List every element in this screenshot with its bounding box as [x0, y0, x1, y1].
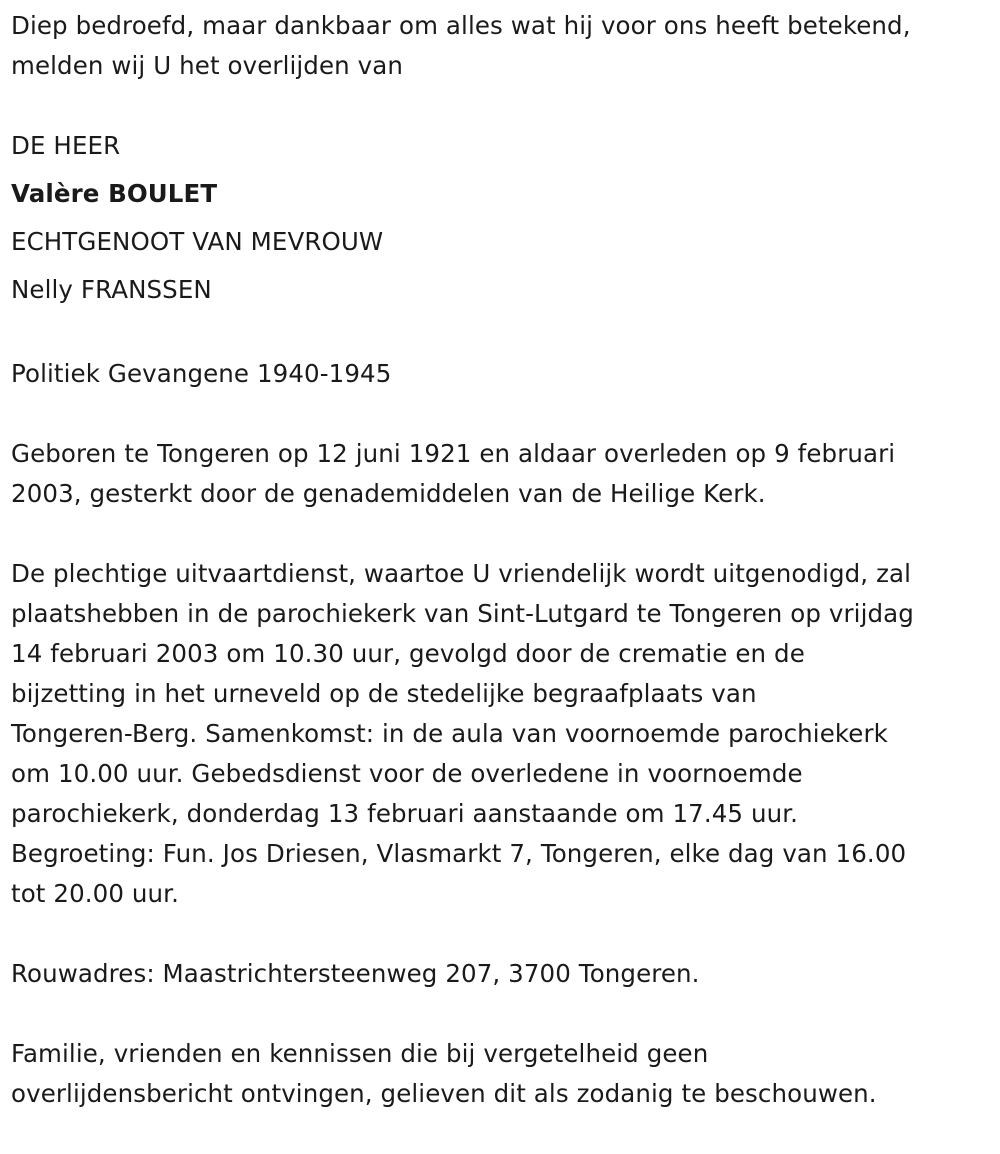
obituary-notice: [11, 6, 996, 1154]
ceremony-line-7: parochiekerk, donderdag 13 februari aanstaande om 17.45 uur.: [11, 799, 799, 828]
deceased-block: [11, 122, 996, 314]
closing-line-2: overlijdensbericht ontvingen, gelieven dit als zodanig te beschouwen.: [11, 1079, 877, 1108]
ceremony-line-6: om 10.00 uur. Gebedsdienst voor de overledene in voornoemde: [11, 759, 803, 788]
closing-paragraph: [11, 1034, 996, 1114]
intro-paragraph: [11, 6, 996, 86]
birth-death-line-1: Geboren te Tongeren op 12 juni 1921 en aldaar overleden op 9 februari: [11, 439, 896, 468]
honor-line: Politiek Gevangene 1940-1945: [11, 359, 392, 388]
intro-line-1: Diep bedroefd, maar dankbaar om alles wat hij voor ons heeft betekend,: [11, 11, 911, 40]
ceremony-line-4: bijzetting in het urneveld op de stedelijke begraafplaats van: [11, 679, 757, 708]
address-paragraph: [11, 954, 996, 994]
ceremony-line-8: Begroeting: Fun. Jos Driesen, Vlasmarkt 7, Tongeren, elke dag van 16.00: [11, 839, 907, 868]
deceased-name: Valère BOULET: [11, 179, 218, 208]
ceremony-line-1: De plechtige uitvaartdienst, waartoe U vriendelijk wordt uitgenodigd, zal: [11, 559, 912, 588]
address-line: Rouwadres: Maastrichtersteenweg 207, 3700 Tongeren.: [11, 959, 700, 988]
birth-death-line-2: 2003, gesterkt door de genademiddelen van de Heilige Kerk.: [11, 479, 766, 508]
spouse-name: Nelly FRANSSEN: [11, 275, 212, 304]
ceremony-line-5: Tongeren-Berg. Samenkomst: in de aula van voornoemde parochiekerk: [11, 719, 888, 748]
ceremony-line-9: tot 20.00 uur.: [11, 879, 179, 908]
closing-line-1: Familie, vrienden en kennissen die bij vergetelheid geen: [11, 1039, 709, 1068]
honor-paragraph: [11, 354, 996, 394]
deceased-relation: ECHTGENOOT VAN MEVROUW: [11, 227, 384, 256]
intro-line-2: melden wij U het overlijden van: [11, 51, 403, 80]
ceremony-line-3: 14 februari 2003 om 10.30 uur, gevolgd door de crematie en de: [11, 639, 805, 668]
deceased-title: DE HEER: [11, 131, 121, 160]
ceremony-paragraph: [11, 554, 996, 914]
birth-death-paragraph: [11, 434, 996, 514]
ceremony-line-2: plaatshebben in de parochiekerk van Sint-Lutgard te Tongeren op vrijdag: [11, 599, 914, 628]
